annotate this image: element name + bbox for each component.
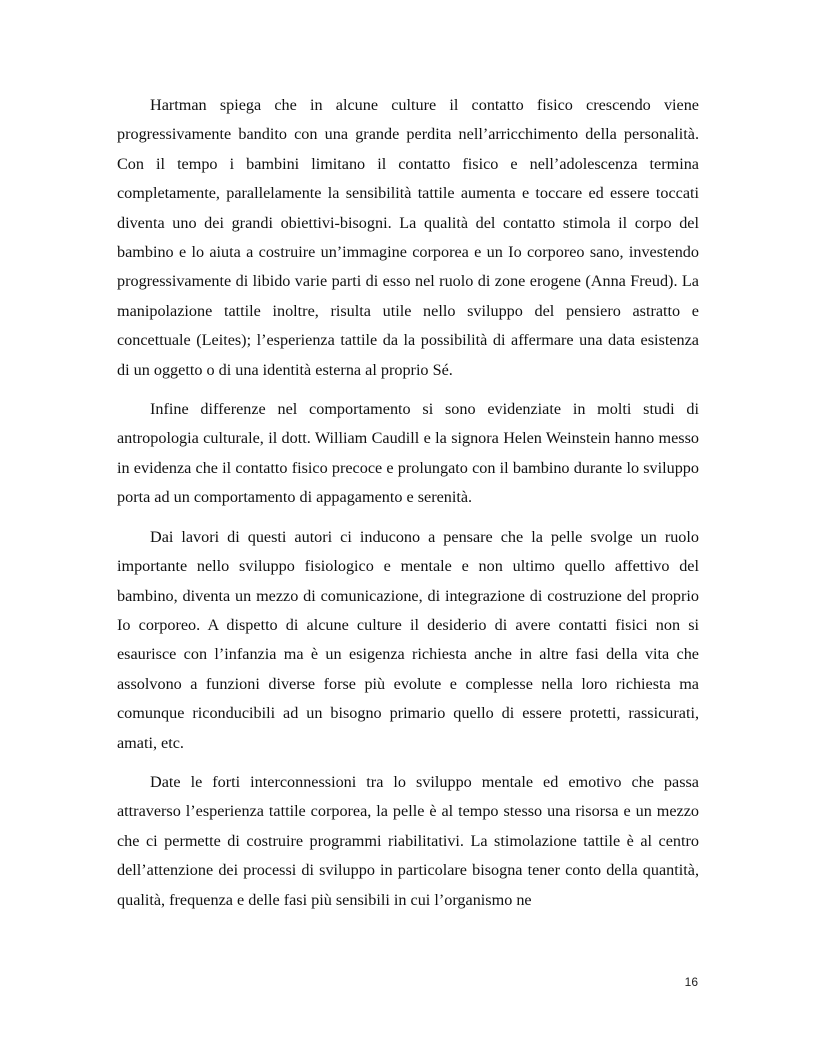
- page-number: 16: [684, 975, 698, 989]
- paragraph-interconnessioni: Date le forti interconnessioni tra lo sviluppo mentale ed emotivo che passa attraverso l’esperienza tattile corporea, la pelle è al tempo stesso una risorsa e un mezzo che ci permette di costruire programmi riabilitativi. La stimolazione tattile è al centro dell’attenzione dei processi di sviluppo in particolare bisogna tener conto della quantità, qualità, frequenza e delle fasi più sensibili in cui l’organismo ne: [117, 772, 699, 909]
- paragraph-caudill-weinstein: Infine differenze nel comportamento si sono evidenziate in molti studi di antropologia culturale, il dott. William Caudill e la signora Helen Weinstein hanno messo in evidenza che il contatto fisico precoce e prolungato con il bambino durante lo sviluppo porta ad un comportamento di appagamento e serenità.: [117, 400, 699, 507]
- paragraph-hartman: Hartman spiega che in alcune culture il contatto fisico crescendo viene progressivamente bandito con una grande perdita nell’arricchimento della personalità. Con il tempo i bambini limitano il contatto fisico e nell’adolescenza termina completamente, parallelamente la sensibilità tattile aumenta e toccare ed essere toccati diventa uno dei grandi obiettivi-bisogni. La qualità del contatto stimola il corpo del bambino e lo aiuta a costruire un’immagine corporea e un Io corporeo sano, investendo progressivamente di libido varie parti di esso nel ruolo di zone erogene (Anna Freud). La manipolazione tattile inoltre, risulta utile nello sviluppo del pensiero astratto e concettuale (Leites); l’esperienza tattile da la possibilità di affermare una data esistenza di un oggetto o di una identità esterna al proprio Sé.: [117, 96, 699, 379]
- paragraph-pelle-ruolo: Dai lavori di questi autori ci inducono a pensare che la pelle svolge un ruolo importante nello sviluppo fisiologico e mentale e non ultimo quello affettivo del bambino, diventa un mezzo di comunicazione, di integrazione di costruzione del proprio Io corporeo. A dispetto di alcune culture il desiderio di avere contatti fisici non si esaurisce con l’infanzia ma è un esigenza richiesta anche in altre fasi della vita che assolvono a funzioni diverse forse più evolute e complesse nella loro richiesta ma comunque riconducibili ad un bisogno primario quello di essere protetti, rassicurati, amati, etc.: [117, 527, 699, 752]
- body-text: [117, 91, 699, 925]
